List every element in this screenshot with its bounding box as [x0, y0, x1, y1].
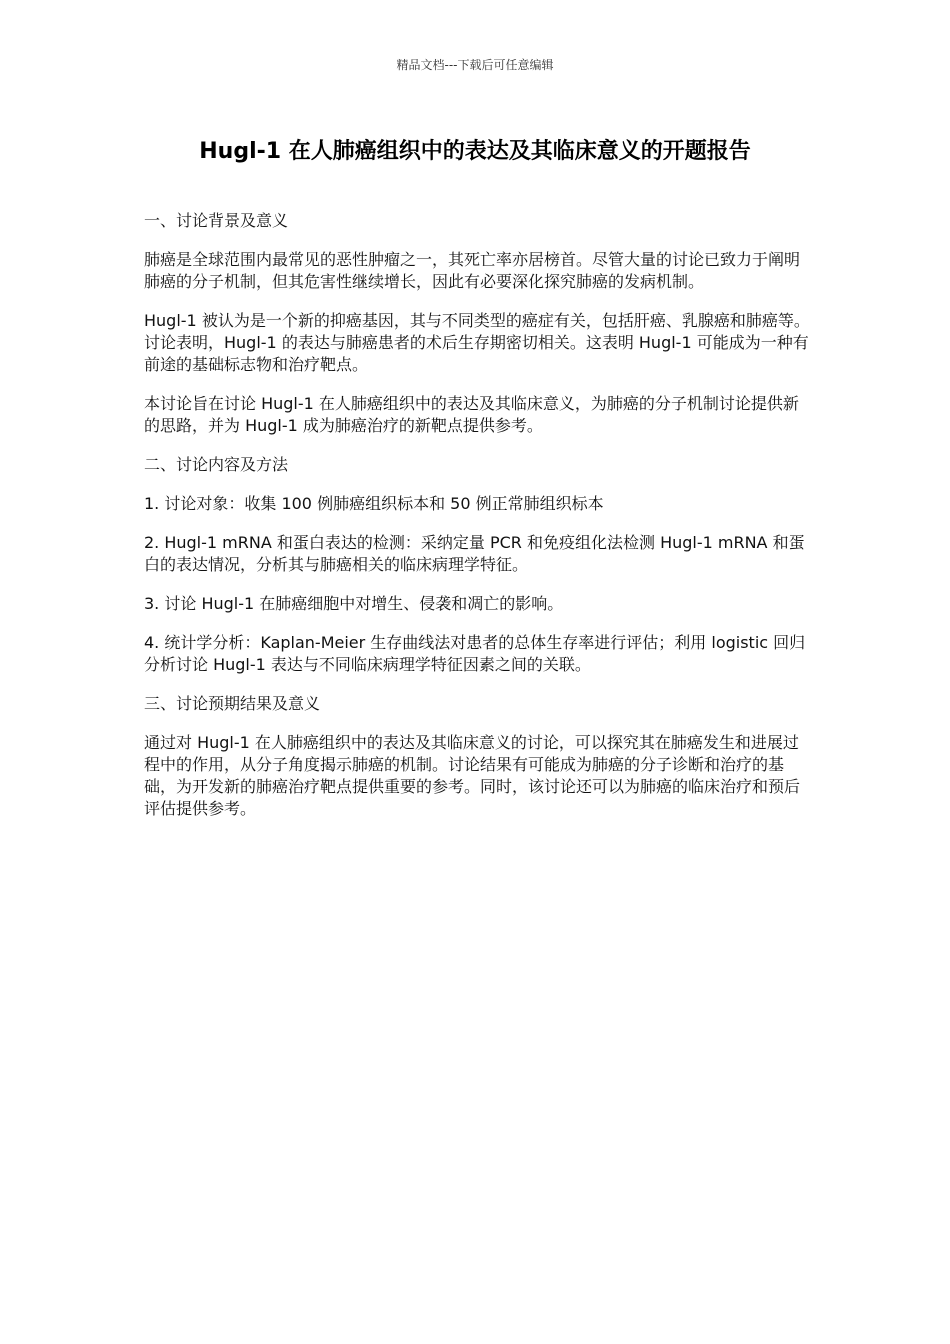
section-heading-methods: 二、讨论内容及方法: [144, 455, 289, 474]
paragraph: 3. 讨论 Hugl-1 在肺癌细胞中对增生、侵袭和凋亡的影响。: [144, 594, 564, 613]
section-heading-background: 一、讨论背景及意义: [144, 211, 289, 230]
paragraph: 2. Hugl-1 mRNA 和蛋白表达的检测：采纳定量 PCR 和免疫组化法检测 Hugl-1 mRNA 和蛋白的表达情况，分析其与肺癌相关的临床病理学特征。: [144, 533, 805, 574]
paragraph: 1. 讨论对象：收集 100 例肺癌组织标本和 50 例正常肺组织标本: [144, 494, 604, 513]
paragraph: 本讨论旨在讨论 Hugl-1 在人肺癌组织中的表达及其临床意义，为肺癌的分子机制讨论提供新的思路，并为 Hugl-1 成为肺癌治疗的新靶点提供参考。: [144, 394, 799, 435]
section-heading-expected-results: 三、讨论预期结果及意义: [144, 694, 321, 713]
paragraph: Hugl-1 被认为是一个新的抑癌基因，其与不同类型的癌症有关，包括肝癌、乳腺癌和肺癌等。讨论表明，Hugl-1 的表达与肺癌患者的术后生存期密切相关。这表明 Hugl-1 可能成为一种有前途的基础标志物和治疗靶点。: [144, 311, 810, 374]
document-body: [144, 210, 812, 837]
paragraph: 4. 统计学分析：Kaplan-Meier 生存曲线法对患者的总体生存率进行评估；利用 logistic 回归分析讨论 Hugl-1 表达与不同临床病理学特征因素之间的关联。: [144, 633, 806, 674]
paragraph: 通过对 Hugl-1 在人肺癌组织中的表达及其临床意义的讨论，可以探究其在肺癌发生和进展过程中的作用，从分子角度揭示肺癌的机制。讨论结果有可能成为肺癌的分子诊断和治疗的基础，为开发新的肺癌治疗靶点提供重要的参考。同时，该讨论还可以为肺癌的临床治疗和预后评估提供参考。: [144, 733, 801, 818]
header-note: 精品文档---下载后可任意编辑: [396, 58, 554, 72]
paragraph: 肺癌是全球范围内最常见的恶性肿瘤之一，其死亡率亦居榜首。尽管大量的讨论已致力于阐明肺癌的分子机制，但其危害性继续增长，因此有必要深化探究肺癌的发病机制。: [144, 250, 801, 291]
document-title: Hugl-1 在人肺癌组织中的表达及其临床意义的开题报告: [199, 139, 751, 164]
